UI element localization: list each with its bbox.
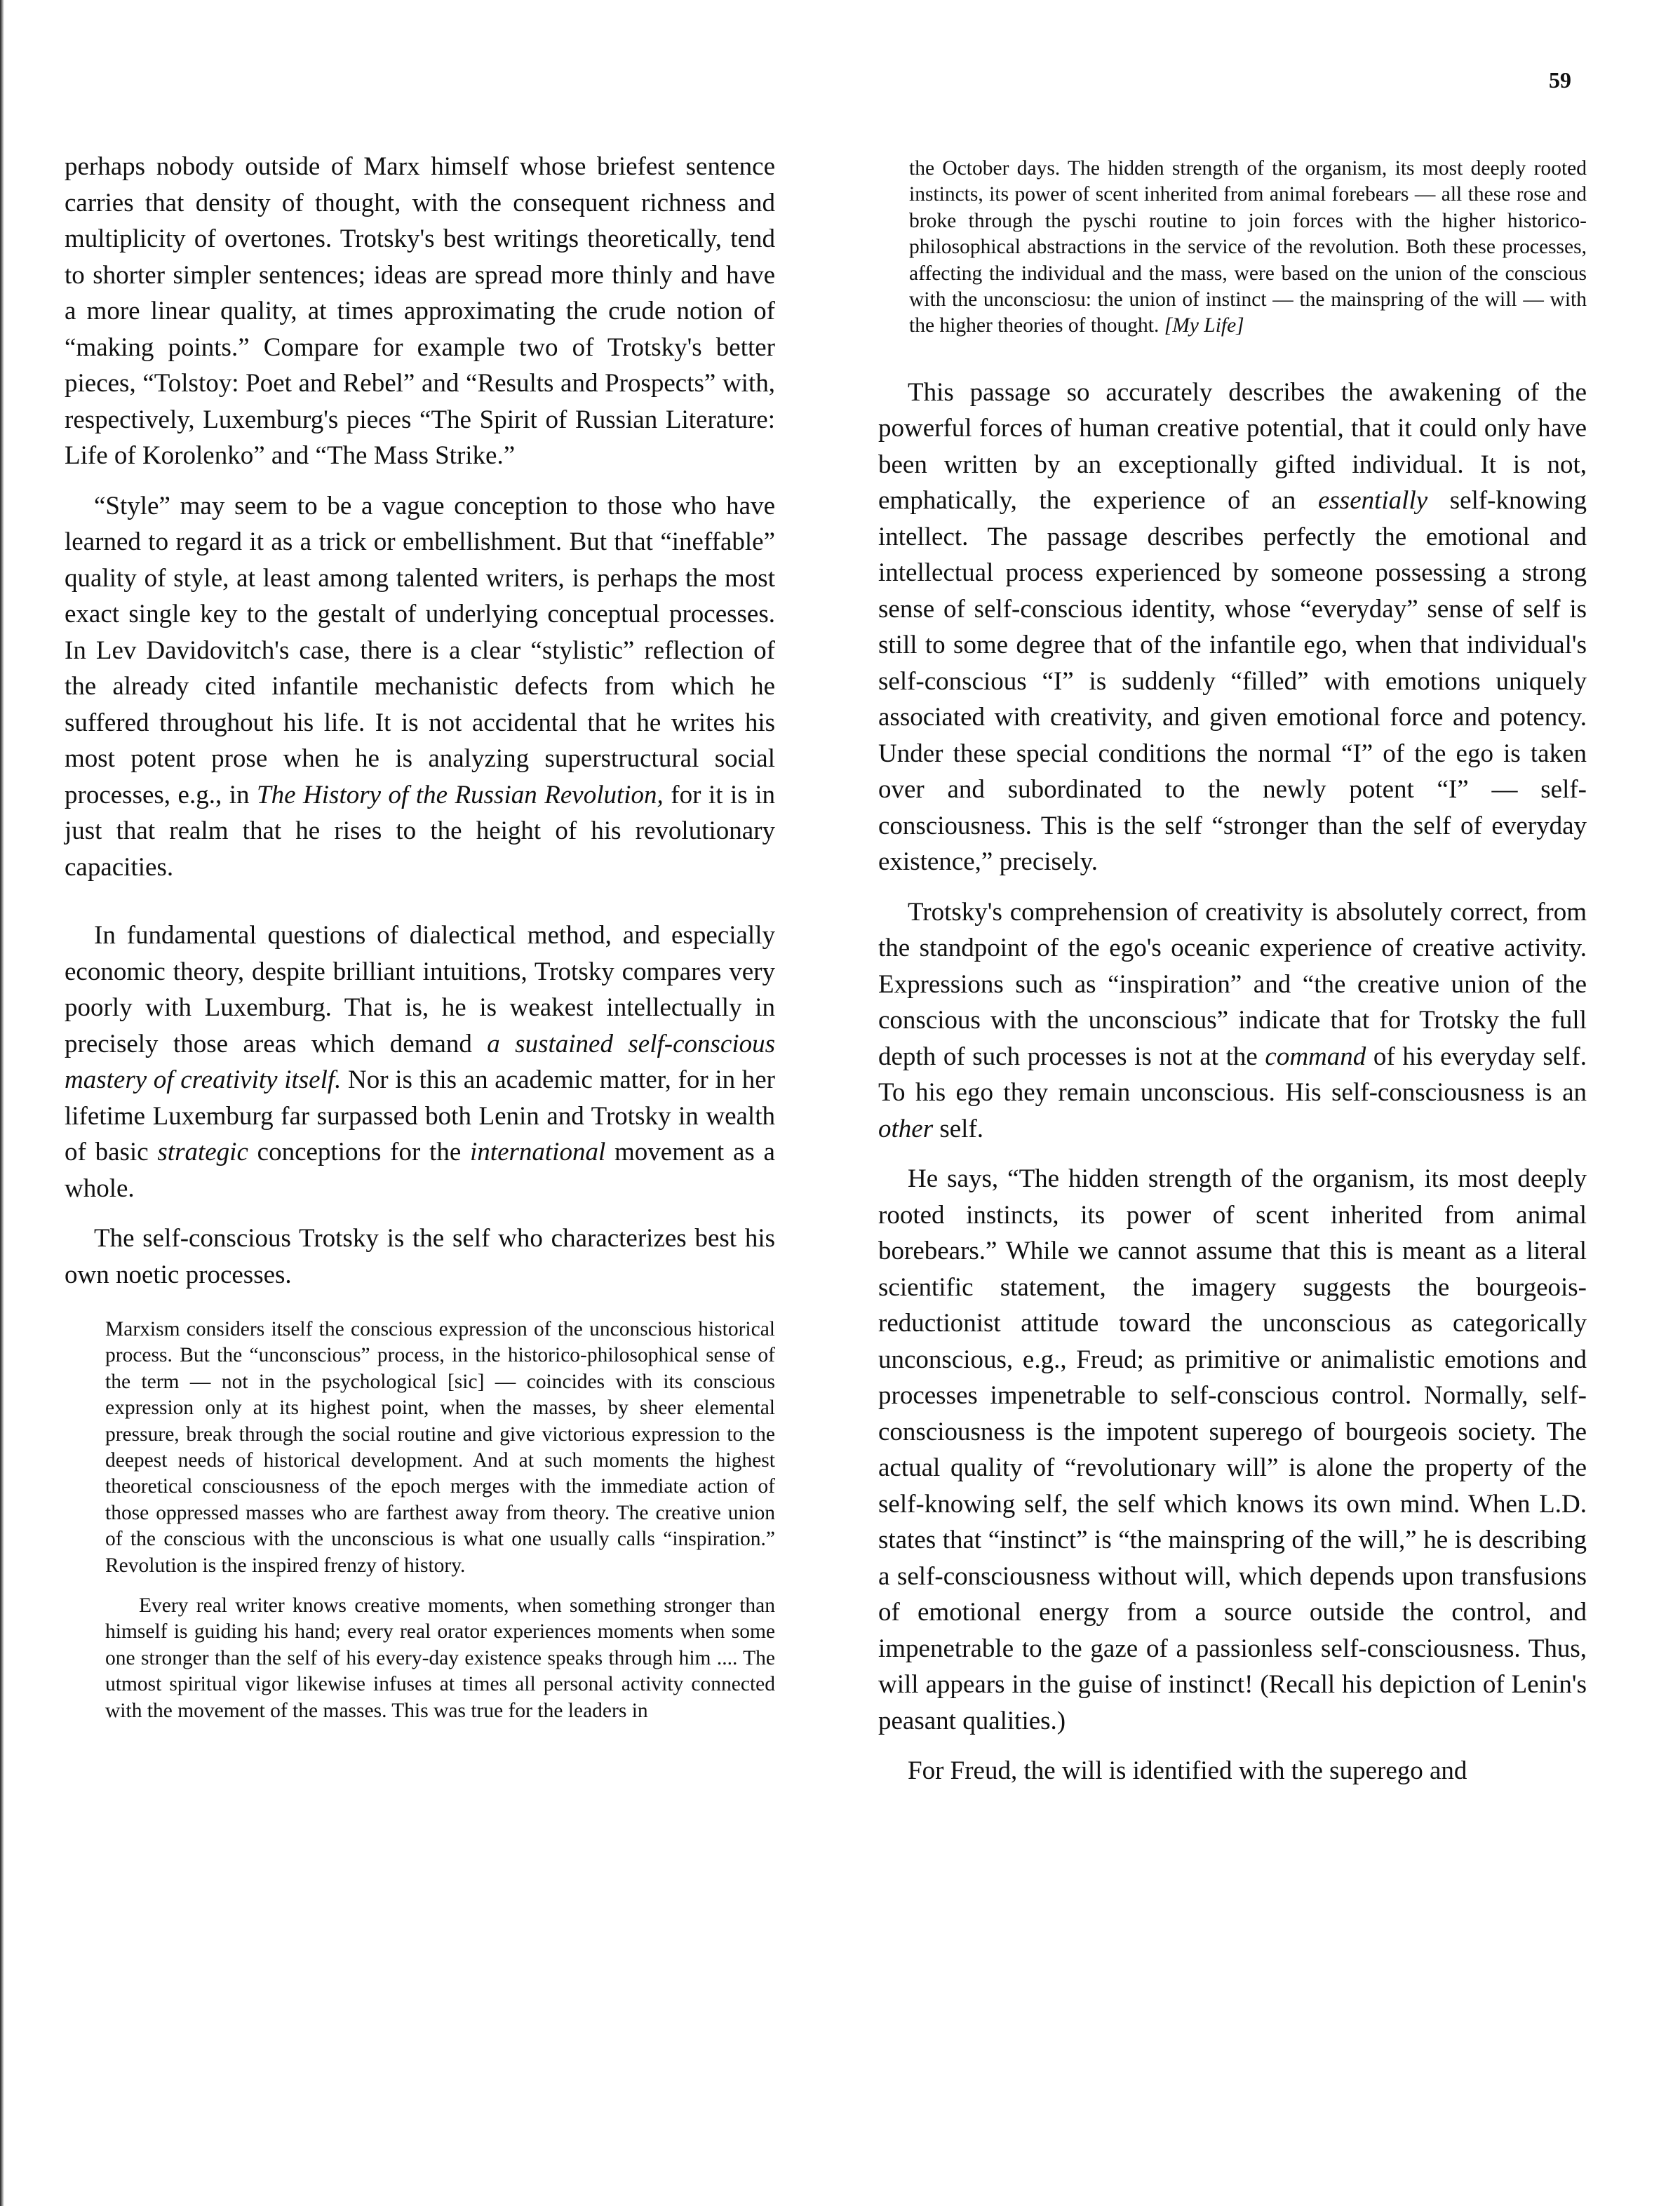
body-paragraph: The self-conscious Trotsky is the self who characterizes best his own noetic processes. [65, 1224, 775, 1289]
body-paragraph: perhaps nobody outside of Marx himself whose briefest sentence carries that density of thought, with the consequent richness and multiplicity of overtones. Trotsky's best writings theoretically, tend to shorter simpler sentences; ideas are spread more thinly and have a more linear quality, at times approximating the crude notion of “making points.” Compare for example two of Trotsky's better pieces, “Tolstoy: Poet and Rebel” and “Results and Prospects” with, respectively, Luxemburg's pieces “The Spirit of Russian Literature: Life of Korolenko” and “The Mass Strike.” [65, 152, 775, 470]
block-quote-continued [878, 156, 1587, 339]
left-column [65, 149, 775, 1738]
body-paragraph: This passage so accurately describes the awakening of the powerful forces of human creative potential, that it could only have been written by an exceptionally gifted individual. It is not, emphatically, the experience of an essentially self-knowing intellect. The passage describes perfectly the emotional and intellectual process experienced by someone possessing a strong sense of self-conscious identity, whose “everyday” sense of self is still to some degree that of the infantile ego, when that individual's self-conscious “I” is suddenly “filled” with emotions uniquely associated with creativity, and given emotional force and potency. Under these special conditions the normal “I” of the ego is taken over and subordinated to the newly potent “I” — self-consciousness. This is the self “stronger than the self of everyday existence,” precisely. [878, 377, 1587, 877]
quote-source: [My Life] [1164, 314, 1244, 337]
quote-paragraph: the October days. The hidden strength of the organism, its most deeply rooted instincts, its power of scent inherited from animal forebears — all these rose and broke through the pyschi routine to join forces with the higher historico-philosophical abstractions in the service of the revolution. Both these processes, affecting the individual and the mass, were based on the union of the conscious with the unconsciosu: the union of instinct — the mainspring of the will — with the higher theories of thought. [My Life] [909, 157, 1587, 337]
quote-paragraph: Every real writer knows creative moments, when something stronger than himself is guiding his hand; every real orator experiences moments when some one stronger than the self of his every-day existence speaks through him .... The utmost spiritual vigor likewise infuses at times all personal activity connected with the movement of the masses. This was true for the leaders in [105, 1594, 775, 1722]
body-paragraph: “Style” may seem to be a vague conception to those who have learned to regard it as a trick or embellishment. But that “ineffable” quality of style, at least among talented writers, is perhaps the most exact single key to the gestalt of underlying conceptual processes. In Lev Davidovitch's case, there is a clear “stylistic” reflection of the already cited infantile mechanistic defects from which he suffered throughout his life. It is not accidental that he writes his most potent prose when he is analyzing superstructural social processes, e.g., in The History of the Russian Revolution, for it is in just that realm that he rises to the height of his revolutionary capacities. [65, 491, 775, 882]
body-paragraph: For Freud, the will is identified with the superego and [908, 1756, 1467, 1786]
quote-paragraph: Marxism considers itself the conscious expression of the unconscious historical process. But the “unconscious” process, in the historico-philosophical sense of the term — not in the psychological [sic] — coincides with its conscious expression only at its highest point, when the masses, by sheer elemental pressure, break through the social routine and give victorious expression to the deepest needs of historical development. And at such moments the highest theoretical consciousness of the epoch merges with the immediate action of those oppressed masses who are farthest away from theory. The creative union of the conscious with the unconscious is what one usually calls “inspiration.” Revolution is the inspired frenzy of history. [105, 1318, 775, 1577]
body-paragraph: Trotsky's comprehension of creativity is absolutely correct, from the standpoint of the ego's oceanic experience of creative activity. Expressions such as “inspiration” and “the creative union of the conscious with the unconscious” indicate that for Trotsky the full depth of such processes is not at the command of his everyday self. To his ego they remain unconscious. His self-consciousness is an other self. [878, 897, 1587, 1143]
body-paragraph: He says, “The hidden strength of the organism, its most deeply rooted instincts, its power of scent inherited from animal borebears.” While we cannot assume that this is meant as a literal scientific statement, the imagery suggests the bourgeois-reductionist attitude toward the unconscious as categorically unconscious, e.g., Freud; as primitive or animalistic emotions and processes impenetrable to self-conscious control. Normally, self-consciousness is the impotent superego of bourgeois society. The actual quality of “revolutionary will” is alone the property of the self-knowing self, the self which knows its own mind. When L.D. states that “instinct” is “the mainspring of the will,” he is describing a self-consciousness without will, which depends upon transfusions of emotional energy from a source outside the control, and impenetrable to the gaze of a passionless self-consciousness. Thus, will appears in the guise of instinct! (Recall his depiction of Lenin's peasant qualities.) [878, 1164, 1587, 1735]
block-quote [105, 1317, 775, 1724]
right-column [878, 156, 1587, 1803]
body-paragraph: In fundamental questions of dialectical method, and especially economic theory, despite brilliant intuitions, Trotsky compares very poorly with Luxemburg. That is, he is weakest intellectually in precisely those areas which demand a sustained self-conscious mastery of creativity itself. Nor is this an academic matter, for in her lifetime Luxemburg far surpassed both Lenin and Trotsky in wealth of basic strategic conceptions for the international movement as a whole. [65, 921, 776, 1203]
scan-edge [0, 0, 4, 2206]
page-number: 59 [1549, 67, 1571, 93]
